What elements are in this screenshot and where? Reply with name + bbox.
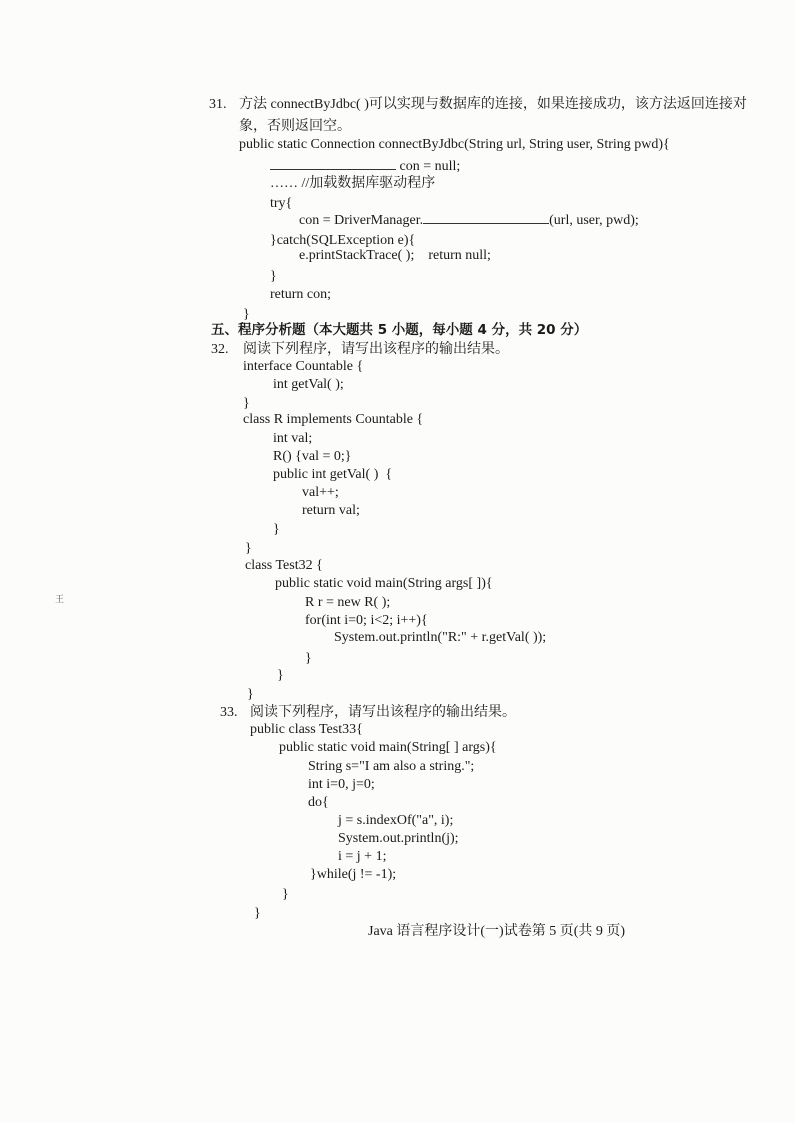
q31-blank-1 <box>270 157 396 170</box>
q33-code-line: String s="I am also a string."; <box>308 759 475 774</box>
q32-code-line: System.out.println("R:" + r.getVal( )); <box>334 630 547 645</box>
q31-code-catch-body: e.printStackTrace( ); return null; <box>299 248 491 263</box>
q32-code-line: val++; <box>302 485 339 500</box>
q33-number: 33. <box>220 705 238 720</box>
q33-code-line: do{ <box>308 795 329 810</box>
q33-code-line: } <box>254 906 261 921</box>
q32-code-line: int getVal( ); <box>273 377 344 392</box>
q32-code-line: return val; <box>302 503 360 518</box>
q31-code-decl-line <box>270 157 460 175</box>
q33-code-line: System.out.println(j); <box>338 831 459 846</box>
q31-code-try: try{ <box>270 196 293 211</box>
q33-code-line: }while(j != -1); <box>310 867 397 882</box>
q31-code-assign-pre: con = DriverManager. <box>299 213 424 228</box>
q32-code-line: } <box>273 522 280 537</box>
q33-code-line: public static void main(String[ ] args){ <box>279 740 497 755</box>
q32-code-line: R r = new R( ); <box>305 595 391 610</box>
q33-code-line: public class Test33{ <box>250 722 363 737</box>
page-footer: Java 语言程序设计(一)试卷第 5 页(共 9 页) <box>368 924 626 939</box>
q31-code-assign-post: (url, user, pwd); <box>549 213 639 228</box>
q31-code-assign-line <box>299 211 639 229</box>
q32-code-line: } <box>247 687 254 702</box>
q31-code-comment: …… //加载数据库驱动程序 <box>270 176 436 191</box>
q32-code-line: R() {val = 0;} <box>273 449 352 464</box>
q33-code-line: j = s.indexOf("a", i); <box>338 813 454 828</box>
q31-code-close1: } <box>270 269 277 284</box>
q33-text: 阅读下列程序，请写出该程序的输出结果。 <box>250 705 516 720</box>
q33-code-line: } <box>282 887 289 902</box>
q31-code-return: return con; <box>270 287 332 302</box>
q32-code-line: } <box>277 668 284 683</box>
q32-code-line: interface Countable { <box>243 359 364 374</box>
q32-code-line: class Test32 { <box>245 558 323 573</box>
q32-text: 阅读下列程序，请写出该程序的输出结果。 <box>243 342 509 357</box>
q31-code-close2: } <box>243 307 250 322</box>
q32-code-line: } <box>305 651 312 666</box>
q32-code-line: int val; <box>273 431 313 446</box>
q32-code-line: } <box>243 396 250 411</box>
section5-heading: 五、程序分析题（本大题共 5 小题，每小题 4 分，共 20 分） <box>211 322 588 338</box>
margin-mark: 王 <box>55 594 65 604</box>
q31-text-line2: 象，否则返回空。 <box>239 119 351 134</box>
q32-code-line: } <box>245 541 252 556</box>
q32-code-line: class R implements Countable { <box>243 412 424 427</box>
q31-blank-2 <box>423 211 549 224</box>
q31-code-signature: public static Connection connectByJdbc(String url, String user, String pwd){ <box>239 137 670 152</box>
q32-code-line: for(int i=0; i<2; i++){ <box>305 613 428 628</box>
q33-code-line: i = j + 1; <box>338 849 387 864</box>
q31-code-decl: con = null; <box>399 159 461 174</box>
q32-code-line: public int getVal( ) { <box>273 467 393 482</box>
q31-text-line1: 方法 connectByJdbc( )可以实现与数据库的连接，如果连接成功，该方法返回连接对 <box>239 97 747 112</box>
q32-number: 32. <box>211 342 229 357</box>
q31-number: 31. <box>209 97 227 112</box>
q32-code-line: public static void main(String args[ ]){ <box>275 576 493 591</box>
q31-code-catch: }catch(SQLException e){ <box>270 233 416 248</box>
q33-code-line: int i=0, j=0; <box>308 777 375 792</box>
